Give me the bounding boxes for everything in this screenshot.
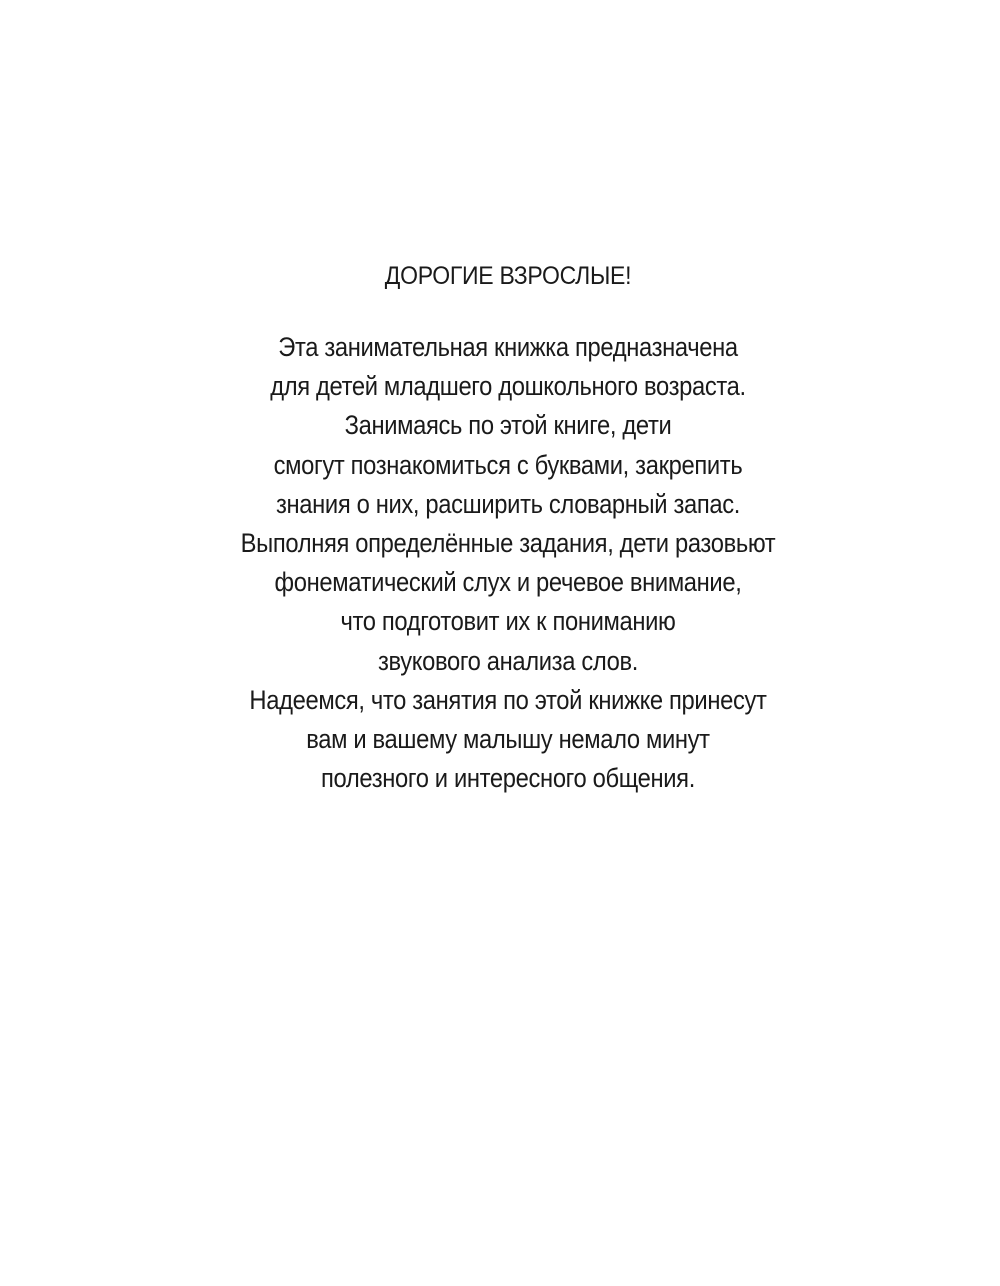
body-line: Надеемся, что занятия по этой книжке принесут xyxy=(249,684,767,715)
body-line: вам и вашему малышу немало минут xyxy=(306,724,710,755)
body-line: полезного и интересного общения. xyxy=(321,763,695,794)
body-line: что подготовит их к пониманию xyxy=(340,606,676,637)
body-line: звукового анализа слов. xyxy=(377,645,639,676)
body-paragraph xyxy=(0,328,1000,798)
body-line: Занимаясь по этой книге, дети xyxy=(344,410,672,441)
body-line: фонематический слух и речевое внимание, xyxy=(274,567,742,598)
body-line: для детей младшего дошкольного возраста. xyxy=(270,371,746,402)
body-line: Эта занимательная книжка предназначена xyxy=(278,332,738,362)
body-line: знания о них, расширить словарный запас. xyxy=(275,488,741,519)
page-title: ДОРОГИЕ ВЗРОСЛЫЕ! xyxy=(384,262,632,290)
body-line: Выполняя определённые задания, дети разовьют xyxy=(240,528,776,559)
body-line: смогут познакомиться с буквами, закрепить xyxy=(273,449,743,480)
